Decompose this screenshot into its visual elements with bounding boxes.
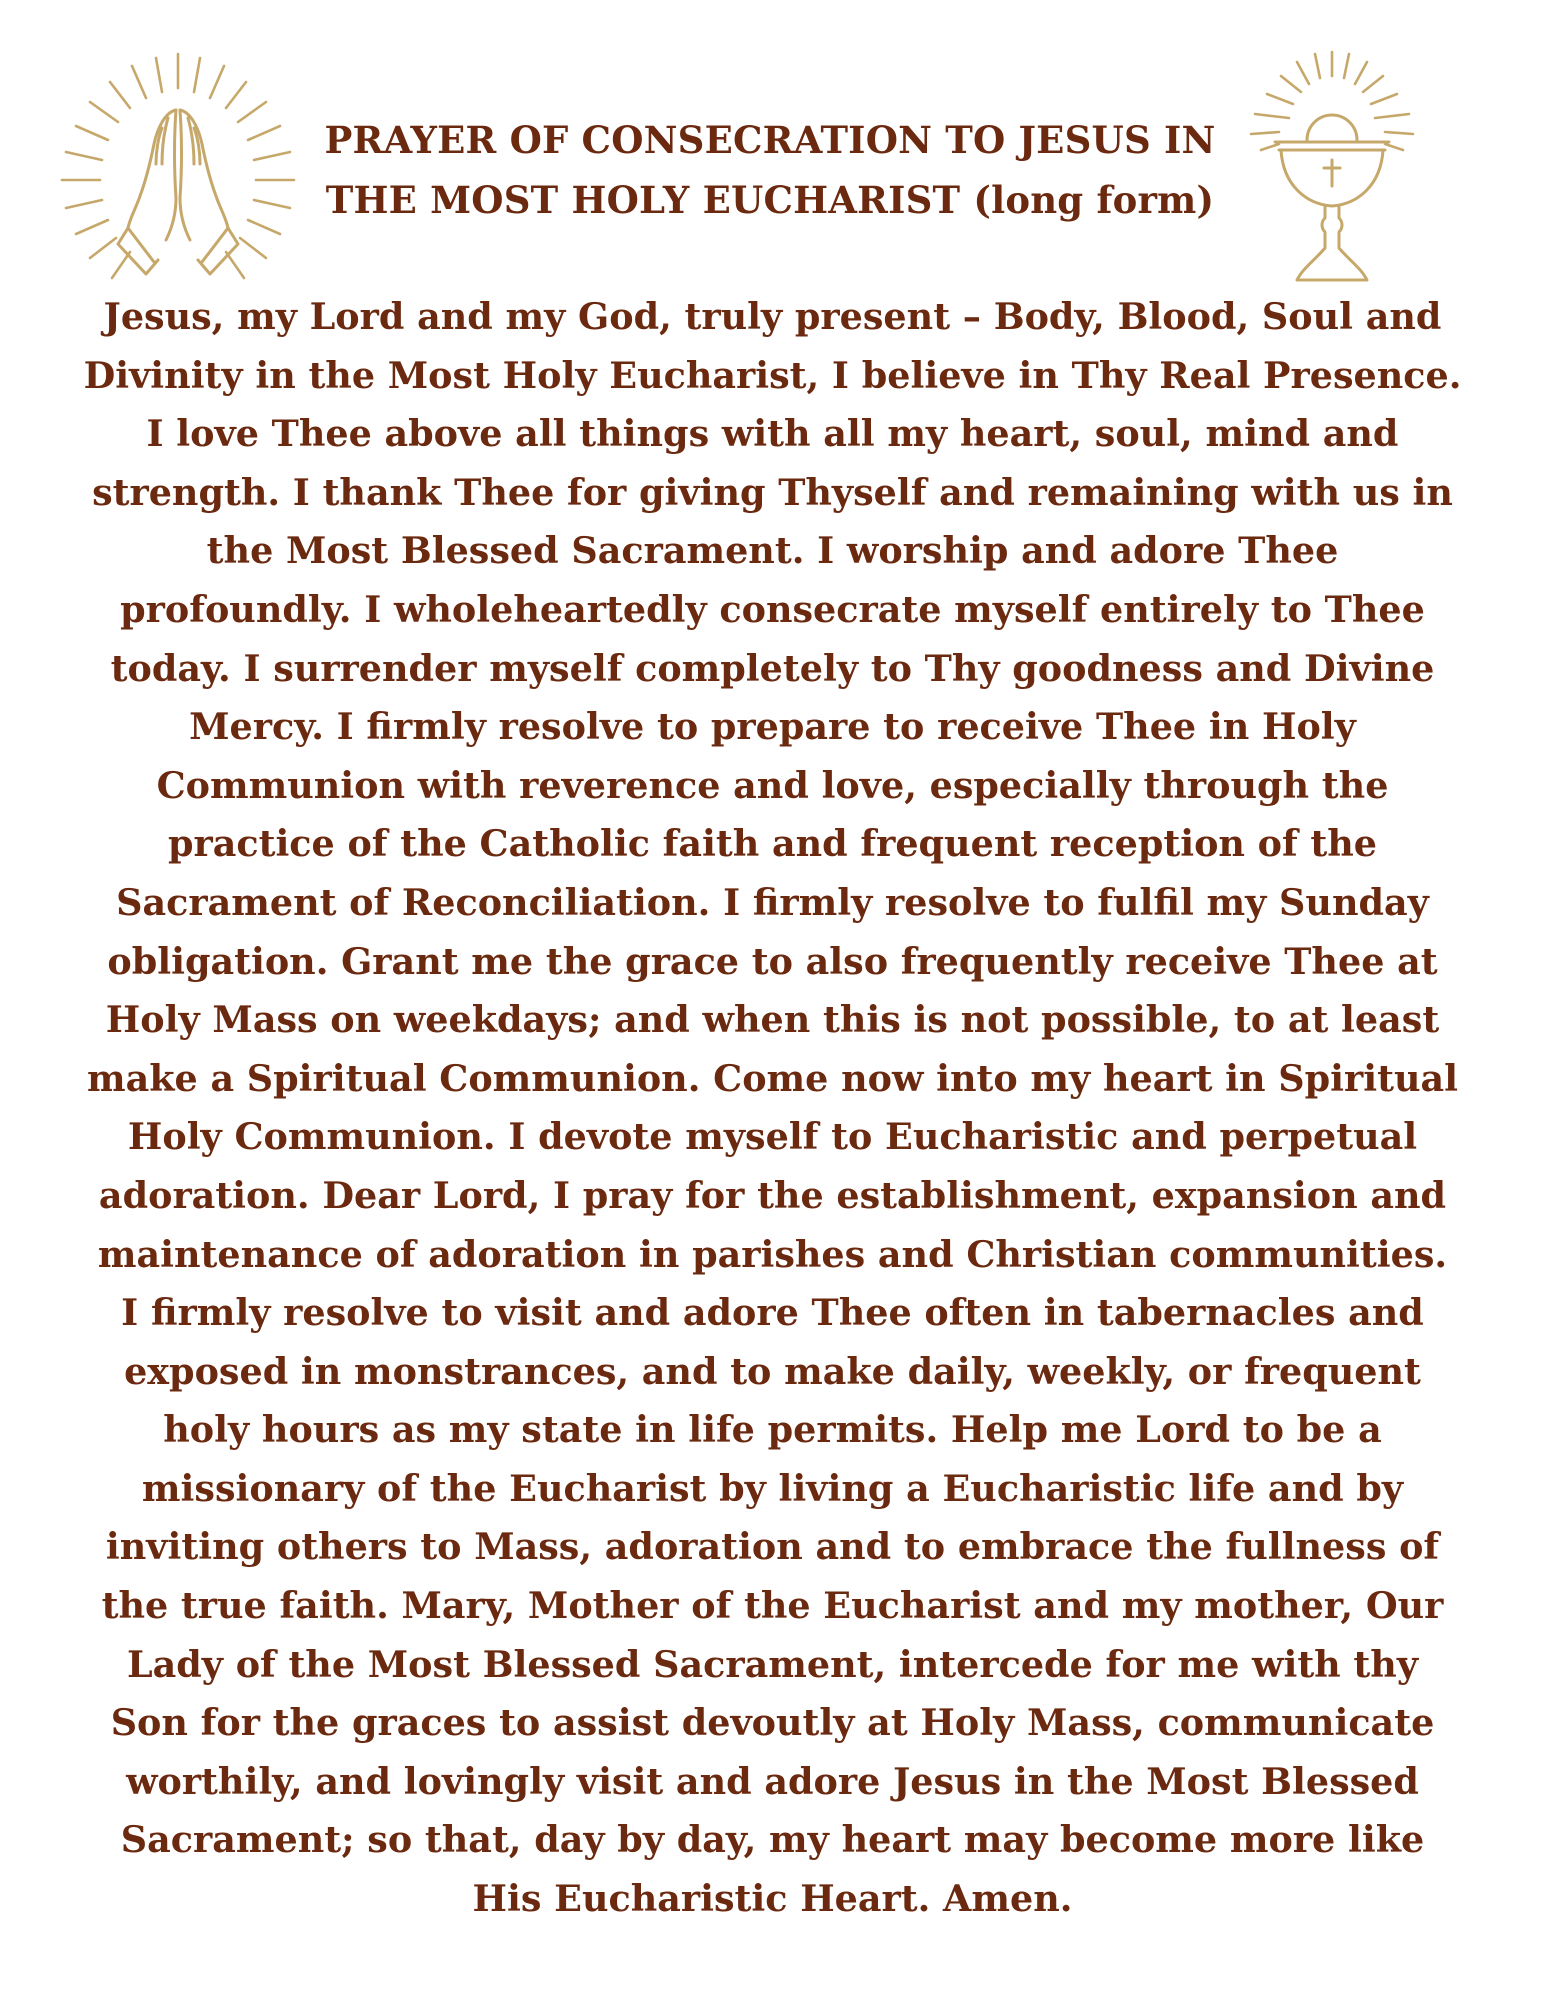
prayer-line: holy hours as my state in life permits. Help me Lord to be a: [163, 1408, 1382, 1452]
prayer-line: practice of the Catholic faith and frequent reception of the: [167, 822, 1378, 866]
prayer-line: Holy Mass on weekdays; and when this is not possible, to at least: [105, 998, 1440, 1042]
prayer-line: the Most Blessed Sacrament. I worship and adore Thee: [206, 529, 1339, 573]
prayer-line: Lady of the Most Blessed Sacrament, intercede for me with thy: [126, 1642, 1419, 1686]
prayer-line: make a Spiritual Communion. Come now into my heart in Spiritual: [86, 1056, 1459, 1100]
prayer-line: exposed in monstrances, and to make daily, weekly, or frequent: [124, 1349, 1421, 1393]
prayer-line: Sacrament; so that, day by day, my heart may become more like: [120, 1818, 1425, 1862]
prayer-line: adoration. Dear Lord, I pray for the establishment, expansion and: [98, 1173, 1447, 1217]
prayer-line: Son for the graces to assist devoutly at Holy Mass, communicate: [110, 1701, 1435, 1745]
prayer-line: maintenance of adoration in parishes and Christian communities.: [97, 1232, 1448, 1276]
prayer-body: [40, 288, 1505, 1929]
prayer-line: strength. I thank Thee for giving Thyself and remaining with us in: [92, 470, 1453, 514]
rays-group: [62, 54, 294, 278]
prayer-line: obligation. Grant me the grace to also frequently receive Thee at: [107, 939, 1438, 983]
hands-group: [118, 110, 238, 274]
prayer-line: Sacrament of Reconciliation. I firmly resolve to fulfil my Sunday: [116, 880, 1429, 924]
prayer-line: I love Thee above all things with all my heart, soul, mind and: [146, 412, 1399, 456]
prayer-line: the true faith. Mary, Mother of the Eucharist and my mother, Our: [101, 1584, 1444, 1628]
prayer-line: Holy Communion. I devote myself to Eucharistic and perpetual: [127, 1115, 1418, 1159]
prayer-line: today. I surrender myself completely to Thy goodness and Divine: [110, 646, 1435, 690]
prayer-line: Divinity in the Most Holy Eucharist, I believe in Thy Real Presence.: [83, 353, 1462, 397]
prayer-line: inviting others to Mass, adoration and to embrace the fullness of: [105, 1525, 1440, 1569]
prayer-line: Communion with reverence and love, especially through the: [156, 763, 1389, 807]
chalice-host-icon: [1245, 48, 1420, 288]
prayer-line: profoundly. I wholeheartedly consecrate myself entirely to Thee: [120, 587, 1425, 631]
prayer-line: I firmly resolve to visit and adore Thee often in tabernacles and: [121, 1291, 1424, 1335]
prayer-line: worthily, and lovingly visit and adore Jesus in the Most Blessed: [126, 1759, 1419, 1803]
title-line-2: THE MOST HOLY EUCHARIST (long form): [325, 178, 1215, 222]
prayer-line: Jesus, my Lord and my God, truly present – Body, Blood, Soul and: [103, 295, 1442, 338]
prayer-line: missionary of the Eucharist by living a Eucharistic life and by: [141, 1466, 1404, 1510]
title-line-1: PRAYER OF CONSECRATION TO JESUS IN: [324, 118, 1216, 162]
chalice-group: [1275, 115, 1389, 280]
praying-hands-icon: [58, 48, 298, 288]
prayer-line: Mercy. I firmly resolve to prepare to receive Thee in Holy: [189, 705, 1356, 749]
prayer-line: His Eucharistic Heart. Amen.: [472, 1877, 1073, 1921]
host-rays-group: [1251, 52, 1413, 150]
page-title: [300, 110, 1240, 230]
